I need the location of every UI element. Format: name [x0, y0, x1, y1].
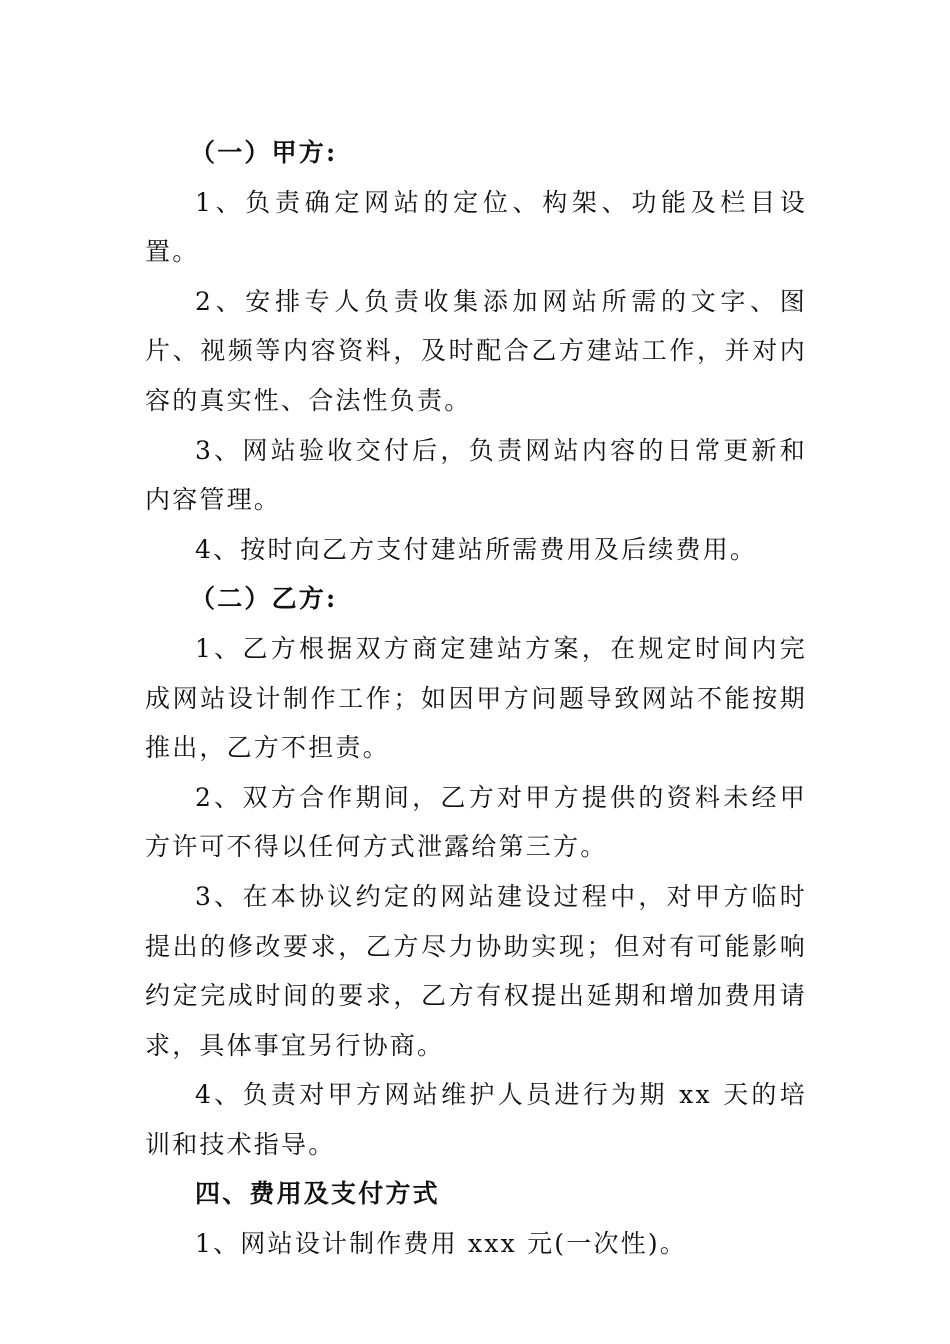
party-a-item-3: 3、网站验收交付后，负责网站内容的日常更新和内容管理。	[145, 435, 807, 515]
fees-heading: 四、费用及支付方式	[195, 1179, 440, 1209]
party-b-item-1: 1、乙方根据双方商定建站方案，在规定时间内完成网站设计制作工作；如因甲方问题导致网站不能按期推出，乙方不担责。	[145, 633, 807, 763]
party-a-item-4: 4、按时向乙方支付建站所需费用及后续费用。	[195, 534, 758, 564]
party-b-heading: （二）乙方:	[190, 584, 338, 614]
party-b-item-2: 2、双方合作期间，乙方对甲方提供的资料未经甲方许可不得以任何方式泄露给第三方。	[145, 782, 807, 862]
document-body	[145, 128, 807, 1269]
party-b-item-3: 3、在本协议约定的网站建设过程中，对甲方临时提出的修改要求，乙方尽力协助实现；但对有可能影响约定完成时间的要求，乙方有权提出延期和增加费用请求，具体事宜另行协商。	[145, 881, 807, 1060]
fees-item-1: 1、网站设计制作费用 xxx 元(一次性)。	[195, 1229, 688, 1259]
party-a-item-1: 1、负责确定网站的定位、构架、功能及栏目设置。	[145, 187, 807, 267]
party-b-item-4: 4、负责对甲方网站维护人员进行为期 xx 天的培训和技术指导。	[145, 1080, 807, 1159]
party-a-item-2: 2、安排专人负责收集添加网站所需的文字、图片、视频等内容资料，及时配合乙方建站工作，并对内容的真实性、合法性负责。	[145, 286, 807, 415]
party-a-heading: （一）甲方:	[190, 138, 338, 167]
